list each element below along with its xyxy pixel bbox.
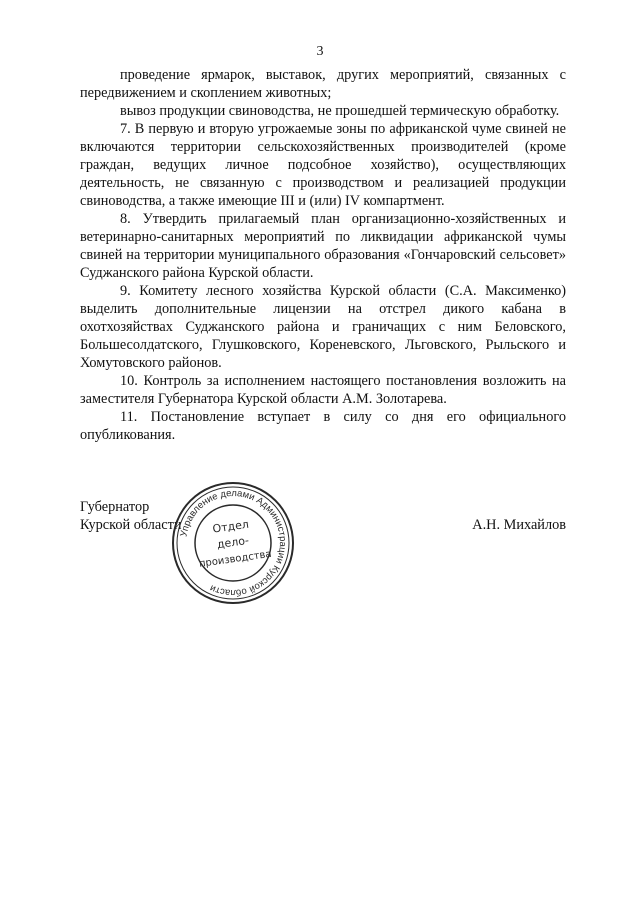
stamp-ring-text: Управление делами Администрации Курской области [178,487,289,599]
official-stamp [168,478,298,608]
paragraph-11: 11. Постановление вступает в силу со дня его официального опубликования. [80,409,566,443]
paragraph-10: 10. Контроль за исполнением настоящего постановления возложить на заместителя Губернатора Курской области А.М. Золотарева. [80,373,566,407]
stamp-center-line3: производства [198,548,273,570]
signature-block [80,487,566,608]
paragraph-7: 7. В первую и вторую угрожаемые зоны по африканской чуме свиней не включаются территории сельскохозяйственных производителей (кроме граждан, ведущих личное подсобное хозяйство), осуществляющих деятельность, не связанную с производством и реализацией продукции свиноводства, а также имеющие III и (или) IV компартмент. [80,121,566,209]
signatory-name: А.Н. Михайлов [472,517,566,533]
document-body [80,66,566,444]
paragraph-9: 9. Комитету лесного хозяйства Курской области (С.А. Максименко) выделить дополнительные лицензии на отстрел дикого кабана в охотхозяйствах Суджанского района и граничащих с ним Беловского, Большесолдатского, Глушковского, Кореневского, Льговского, Рыльского и Хомутовского районов. [80,283,566,371]
paragraph-export: вывоз продукции свиноводства, не прошедшей термическую обработку. [120,103,560,119]
page-number: 3 [316,44,324,59]
signatory-position [80,498,182,534]
stamp-center-line1: Отдел [211,517,250,536]
paragraph-fairs: проведение ярмарок, выставок, других мероприятий, связанных с передвижением и скоплением животных; [80,67,566,101]
signatory-position-line1: Губернатор [80,499,150,515]
stamp-center-line2: дело- [216,533,250,552]
signatory-position-line2: Курской области [80,517,182,533]
paragraph-8: 8. Утвердить прилагаемый план организационно-хозяйственных и ветеринарно-санитарных мероприятий по ликвидации африканской чумы свиней на территории муниципального образования «Гончаровский сельсовет» Суджанского района Курской области. [80,211,566,281]
